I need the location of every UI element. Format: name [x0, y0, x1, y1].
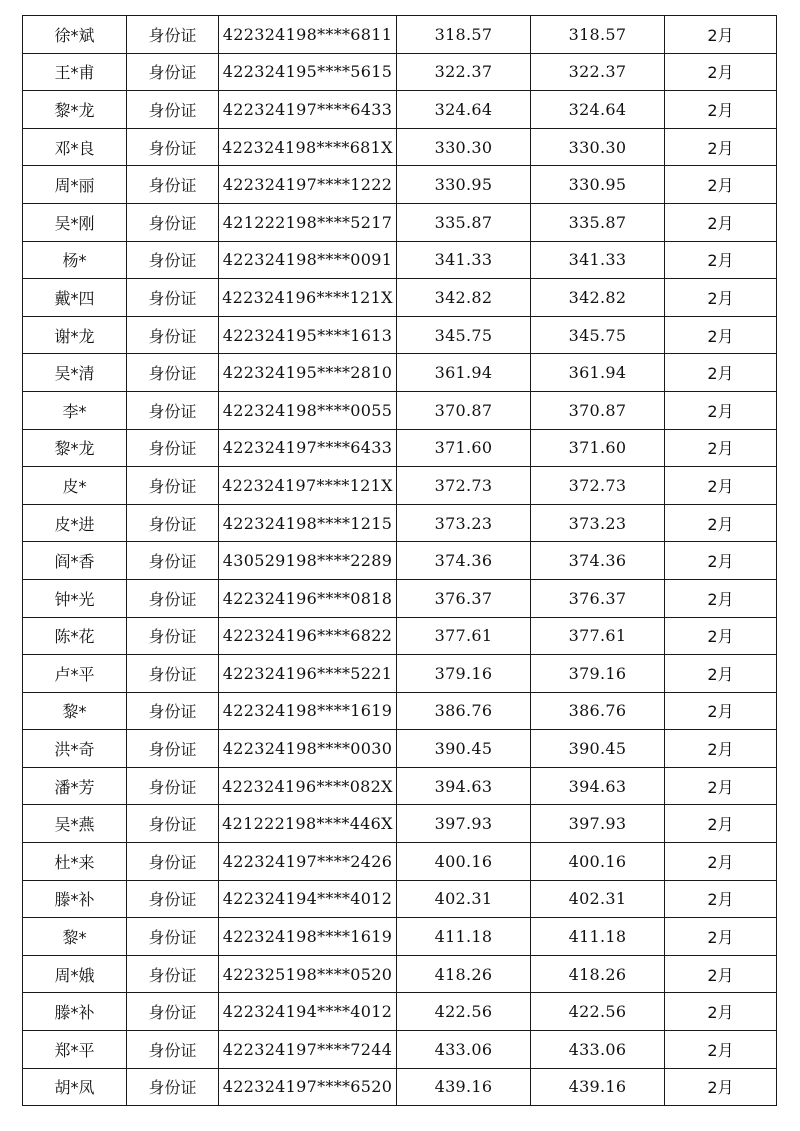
table-row	[23, 655, 777, 693]
month-cell: 2月	[665, 579, 777, 617]
name-cell: 陈*花	[23, 617, 127, 655]
table-row	[23, 166, 777, 204]
name-cell: 杜*来	[23, 843, 127, 881]
amount-cell: 386.76	[397, 692, 531, 730]
amount-cell: 330.30	[397, 128, 531, 166]
id-type-cell: 身份证	[127, 880, 219, 918]
name-cell: 黎*	[23, 918, 127, 956]
month-cell: 2月	[665, 617, 777, 655]
month-cell: 2月	[665, 467, 777, 505]
amount-cell: 422.56	[397, 993, 531, 1031]
month-cell: 2月	[665, 166, 777, 204]
month-cell: 2月	[665, 1068, 777, 1106]
table-row	[23, 53, 777, 91]
subsidy-amount-cell: 397.93	[531, 805, 665, 843]
id-type-cell: 身份证	[127, 16, 219, 54]
table-row	[23, 203, 777, 241]
name-cell: 王*甫	[23, 53, 127, 91]
subsidy-amount-cell: 373.23	[531, 504, 665, 542]
id-number-cell: 421222198****5217	[219, 203, 397, 241]
subsidy-amount-cell: 371.60	[531, 429, 665, 467]
id-type-cell: 身份证	[127, 354, 219, 392]
document-page	[22, 15, 776, 1106]
name-cell: 黎*	[23, 692, 127, 730]
payment-table	[22, 15, 777, 1106]
month-cell: 2月	[665, 241, 777, 279]
id-number-cell: 422324198****1215	[219, 504, 397, 542]
amount-cell: 394.63	[397, 767, 531, 805]
id-number-cell: 422325198****0520	[219, 955, 397, 993]
id-type-cell: 身份证	[127, 128, 219, 166]
id-number-cell: 422324197****6433	[219, 429, 397, 467]
table-row	[23, 767, 777, 805]
table-row	[23, 316, 777, 354]
subsidy-amount-cell: 390.45	[531, 730, 665, 768]
amount-cell: 418.26	[397, 955, 531, 993]
table-row	[23, 467, 777, 505]
id-type-cell: 身份证	[127, 429, 219, 467]
amount-cell: 374.36	[397, 542, 531, 580]
amount-cell: 342.82	[397, 279, 531, 317]
table-row	[23, 391, 777, 429]
subsidy-amount-cell: 377.61	[531, 617, 665, 655]
id-number-cell: 422324194****4012	[219, 880, 397, 918]
name-cell: 皮*进	[23, 504, 127, 542]
month-cell: 2月	[665, 504, 777, 542]
subsidy-amount-cell: 361.94	[531, 354, 665, 392]
id-number-cell: 422324198****1619	[219, 692, 397, 730]
id-type-cell: 身份证	[127, 203, 219, 241]
amount-cell: 371.60	[397, 429, 531, 467]
id-number-cell: 422324198****6811	[219, 16, 397, 54]
month-cell: 2月	[665, 53, 777, 91]
name-cell: 皮*	[23, 467, 127, 505]
name-cell: 吴*燕	[23, 805, 127, 843]
table-row	[23, 128, 777, 166]
table-row	[23, 542, 777, 580]
subsidy-amount-cell: 433.06	[531, 1031, 665, 1069]
subsidy-amount-cell: 330.30	[531, 128, 665, 166]
subsidy-amount-cell: 376.37	[531, 579, 665, 617]
table-body	[23, 16, 777, 1106]
subsidy-amount-cell: 372.73	[531, 467, 665, 505]
month-cell: 2月	[665, 354, 777, 392]
id-number-cell: 422324194****4012	[219, 993, 397, 1031]
table-row	[23, 955, 777, 993]
name-cell: 吴*刚	[23, 203, 127, 241]
month-cell: 2月	[665, 955, 777, 993]
id-type-cell: 身份证	[127, 805, 219, 843]
id-number-cell: 422324197****121X	[219, 467, 397, 505]
name-cell: 洪*奇	[23, 730, 127, 768]
id-type-cell: 身份证	[127, 166, 219, 204]
amount-cell: 335.87	[397, 203, 531, 241]
name-cell: 黎*龙	[23, 91, 127, 129]
table-row	[23, 91, 777, 129]
amount-cell: 411.18	[397, 918, 531, 956]
amount-cell: 379.16	[397, 655, 531, 693]
subsidy-amount-cell: 335.87	[531, 203, 665, 241]
name-cell: 阎*香	[23, 542, 127, 580]
table-row	[23, 805, 777, 843]
name-cell: 吴*清	[23, 354, 127, 392]
id-number-cell: 422324197****7244	[219, 1031, 397, 1069]
id-type-cell: 身份证	[127, 993, 219, 1031]
amount-cell: 345.75	[397, 316, 531, 354]
subsidy-amount-cell: 322.37	[531, 53, 665, 91]
amount-cell: 318.57	[397, 16, 531, 54]
subsidy-amount-cell: 341.33	[531, 241, 665, 279]
id-type-cell: 身份证	[127, 391, 219, 429]
month-cell: 2月	[665, 993, 777, 1031]
month-cell: 2月	[665, 279, 777, 317]
id-type-cell: 身份证	[127, 1068, 219, 1106]
id-number-cell: 422324196****0818	[219, 579, 397, 617]
id-type-cell: 身份证	[127, 730, 219, 768]
table-row	[23, 617, 777, 655]
id-number-cell: 422324195****1613	[219, 316, 397, 354]
amount-cell: 372.73	[397, 467, 531, 505]
subsidy-amount-cell: 394.63	[531, 767, 665, 805]
id-type-cell: 身份证	[127, 918, 219, 956]
amount-cell: 373.23	[397, 504, 531, 542]
name-cell: 卢*平	[23, 655, 127, 693]
id-type-cell: 身份证	[127, 504, 219, 542]
id-number-cell: 422324198****0091	[219, 241, 397, 279]
subsidy-amount-cell: 324.64	[531, 91, 665, 129]
id-number-cell: 421222198****446X	[219, 805, 397, 843]
id-type-cell: 身份证	[127, 279, 219, 317]
table-row	[23, 504, 777, 542]
id-type-cell: 身份证	[127, 617, 219, 655]
id-number-cell: 422324197****6433	[219, 91, 397, 129]
id-number-cell: 422324195****2810	[219, 354, 397, 392]
id-number-cell: 422324198****0030	[219, 730, 397, 768]
table-row	[23, 429, 777, 467]
subsidy-amount-cell: 345.75	[531, 316, 665, 354]
subsidy-amount-cell: 330.95	[531, 166, 665, 204]
month-cell: 2月	[665, 316, 777, 354]
id-number-cell: 422324198****0055	[219, 391, 397, 429]
id-number-cell: 422324197****2426	[219, 843, 397, 881]
table-row	[23, 730, 777, 768]
table-row	[23, 241, 777, 279]
amount-cell: 397.93	[397, 805, 531, 843]
month-cell: 2月	[665, 843, 777, 881]
subsidy-amount-cell: 318.57	[531, 16, 665, 54]
id-number-cell: 422324196****121X	[219, 279, 397, 317]
table-row	[23, 918, 777, 956]
subsidy-amount-cell: 370.87	[531, 391, 665, 429]
table-row	[23, 16, 777, 54]
name-cell: 钟*光	[23, 579, 127, 617]
month-cell: 2月	[665, 805, 777, 843]
month-cell: 2月	[665, 91, 777, 129]
id-type-cell: 身份证	[127, 955, 219, 993]
id-number-cell: 422324197****1222	[219, 166, 397, 204]
amount-cell: 402.31	[397, 880, 531, 918]
id-type-cell: 身份证	[127, 91, 219, 129]
amount-cell: 370.87	[397, 391, 531, 429]
id-type-cell: 身份证	[127, 579, 219, 617]
table-row	[23, 993, 777, 1031]
id-number-cell: 422324198****1619	[219, 918, 397, 956]
id-number-cell: 422324196****082X	[219, 767, 397, 805]
amount-cell: 433.06	[397, 1031, 531, 1069]
name-cell: 邓*良	[23, 128, 127, 166]
month-cell: 2月	[665, 730, 777, 768]
amount-cell: 322.37	[397, 53, 531, 91]
name-cell: 戴*四	[23, 279, 127, 317]
name-cell: 滕*补	[23, 880, 127, 918]
month-cell: 2月	[665, 655, 777, 693]
month-cell: 2月	[665, 692, 777, 730]
id-number-cell: 422324196****6822	[219, 617, 397, 655]
amount-cell: 341.33	[397, 241, 531, 279]
name-cell: 郑*平	[23, 1031, 127, 1069]
subsidy-amount-cell: 418.26	[531, 955, 665, 993]
subsidy-amount-cell: 374.36	[531, 542, 665, 580]
month-cell: 2月	[665, 16, 777, 54]
id-number-cell: 422324198****681X	[219, 128, 397, 166]
name-cell: 徐*斌	[23, 16, 127, 54]
month-cell: 2月	[665, 767, 777, 805]
month-cell: 2月	[665, 1031, 777, 1069]
id-type-cell: 身份证	[127, 53, 219, 91]
name-cell: 黎*龙	[23, 429, 127, 467]
id-number-cell: 422324196****5221	[219, 655, 397, 693]
id-type-cell: 身份证	[127, 843, 219, 881]
month-cell: 2月	[665, 128, 777, 166]
table-row	[23, 1068, 777, 1106]
subsidy-amount-cell: 400.16	[531, 843, 665, 881]
table-row	[23, 579, 777, 617]
id-type-cell: 身份证	[127, 542, 219, 580]
subsidy-amount-cell: 402.31	[531, 880, 665, 918]
name-cell: 谢*龙	[23, 316, 127, 354]
id-type-cell: 身份证	[127, 692, 219, 730]
id-type-cell: 身份证	[127, 767, 219, 805]
name-cell: 胡*凤	[23, 1068, 127, 1106]
amount-cell: 324.64	[397, 91, 531, 129]
id-type-cell: 身份证	[127, 1031, 219, 1069]
month-cell: 2月	[665, 203, 777, 241]
name-cell: 李*	[23, 391, 127, 429]
amount-cell: 400.16	[397, 843, 531, 881]
id-type-cell: 身份证	[127, 467, 219, 505]
subsidy-amount-cell: 379.16	[531, 655, 665, 693]
amount-cell: 330.95	[397, 166, 531, 204]
amount-cell: 377.61	[397, 617, 531, 655]
amount-cell: 390.45	[397, 730, 531, 768]
name-cell: 周*娥	[23, 955, 127, 993]
amount-cell: 376.37	[397, 579, 531, 617]
id-type-cell: 身份证	[127, 316, 219, 354]
table-row	[23, 843, 777, 881]
subsidy-amount-cell: 386.76	[531, 692, 665, 730]
month-cell: 2月	[665, 429, 777, 467]
subsidy-amount-cell: 411.18	[531, 918, 665, 956]
id-number-cell: 422324195****5615	[219, 53, 397, 91]
table-row	[23, 692, 777, 730]
name-cell: 周*丽	[23, 166, 127, 204]
month-cell: 2月	[665, 391, 777, 429]
table-row	[23, 279, 777, 317]
name-cell: 滕*补	[23, 993, 127, 1031]
amount-cell: 439.16	[397, 1068, 531, 1106]
month-cell: 2月	[665, 542, 777, 580]
id-type-cell: 身份证	[127, 655, 219, 693]
month-cell: 2月	[665, 918, 777, 956]
id-number-cell: 430529198****2289	[219, 542, 397, 580]
table-row	[23, 1031, 777, 1069]
month-cell: 2月	[665, 880, 777, 918]
subsidy-amount-cell: 439.16	[531, 1068, 665, 1106]
table-row	[23, 354, 777, 392]
id-number-cell: 422324197****6520	[219, 1068, 397, 1106]
name-cell: 杨*	[23, 241, 127, 279]
subsidy-amount-cell: 422.56	[531, 993, 665, 1031]
amount-cell: 361.94	[397, 354, 531, 392]
name-cell: 潘*芳	[23, 767, 127, 805]
subsidy-amount-cell: 342.82	[531, 279, 665, 317]
table-row	[23, 880, 777, 918]
id-type-cell: 身份证	[127, 241, 219, 279]
